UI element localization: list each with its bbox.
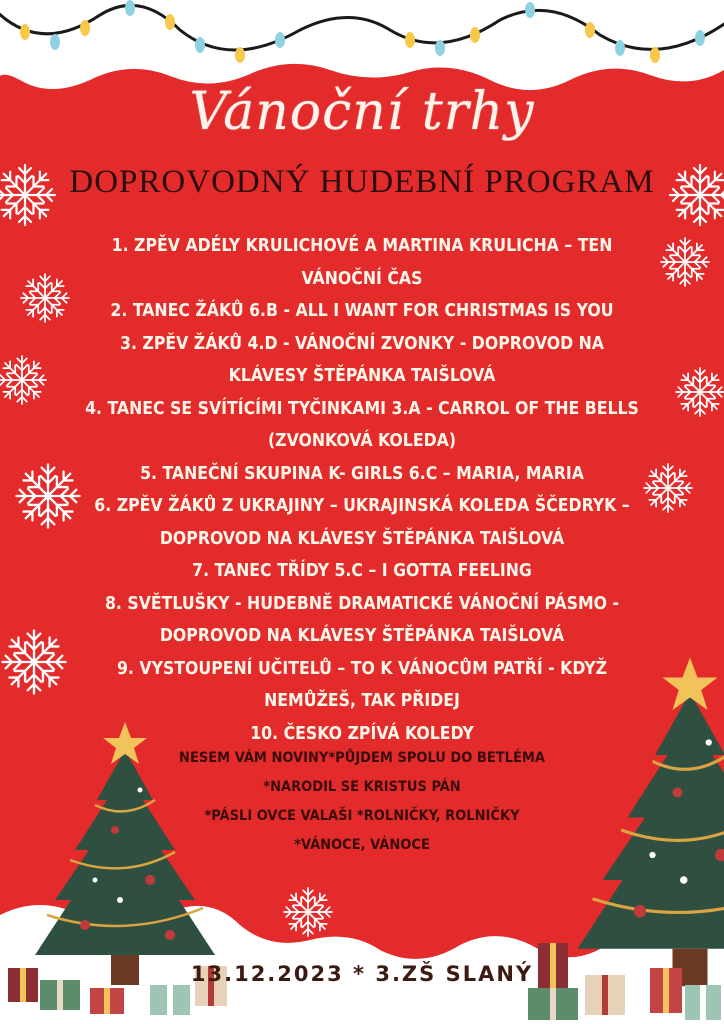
program-item: 5. TANEČNÍ SKUPINA K- GIRLS 6.C – MARIA, MARIA xyxy=(140,463,584,484)
program-item: 3. ZPĚV ŽÁKŮ 4.D - VÁNOČNÍ ZVONKY - DOPROVOD NA KLÁVESY ŠTĚPÁNKA TAIŠLOVÁ xyxy=(120,333,604,386)
snowflake-icon xyxy=(661,238,709,286)
program-item: 8. SVĚTLUŠKY - HUDEBNĚ DRAMATICKÉ VÁNOČNÍ PÁSMO - DOPROVOD NA KLÁVESY ŠTĚPÁNKA TAIŠLOVÁ xyxy=(104,593,620,646)
carol-item: NESEM VÁM NOVINY*PŮJDEM SPOLU DO BETLÉMA xyxy=(179,750,545,766)
snowflake-icon xyxy=(284,888,332,936)
program-list xyxy=(80,230,644,750)
snowflake-icon xyxy=(3,631,66,694)
event-date-location: 13.12.2023 * 3.ZŠ SLANÝ xyxy=(190,962,534,986)
carol-item: *VÁNOCE, VÁNOCE xyxy=(294,837,430,853)
program-item: 4. TANEC SE SVÍTÍCÍMI TYČINKAMI 3.A - CARROL OF THE BELLS (ZVONKOVÁ KOLEDA) xyxy=(85,398,639,451)
carol-item: *PÁSLI OVCE VALAŠI *ROLNIČKY, ROLNIČKY xyxy=(204,808,520,824)
program-item: 1. ZPĚV ADÉLY KRULICHOVÉ A MARTINA KRULICHA – TEN VÁNOČNÍ ČAS xyxy=(111,236,613,289)
snowflake-icon xyxy=(676,368,724,416)
carol-list xyxy=(110,744,614,860)
program-item: 6. ZPĚV ŽÁKŮ Z UKRAJINY – UKRAJINSKÁ KOLEDA ŠČEDRYK – DOPROVOD NA KLÁVESY ŠTĚPÁNKA TAIŠLOVÁ xyxy=(94,496,630,549)
snowflake-icon xyxy=(0,356,46,404)
program-item: 2. TANEC ŽÁKŮ 6.B - ALL I WANT FOR CHRISTMAS IS YOU xyxy=(110,301,614,321)
program-item: 10. ČESKO ZPÍVÁ KOLEDY xyxy=(250,723,474,744)
snowflake-icon xyxy=(644,464,692,512)
page-title: Vánoční trhy xyxy=(189,82,535,142)
page-subtitle: DOPROVODNÝ HUDEBNÍ PROGRAM xyxy=(69,164,655,200)
snowflake-icon xyxy=(21,274,69,322)
carol-item: *NARODIL SE KRISTUS PÁN xyxy=(263,779,461,795)
snowflake-icon xyxy=(17,465,80,528)
program-item: 7. TANEC TŘÍDY 5.C – I GOTTA FEELING xyxy=(192,561,532,581)
program-item: 9. VYSTOUPENÍ UČITELŮ – TO K VÁNOCŮM PATŘÍ - KDYŽ NEMŮŽEŠ, TAK PŘIDEJ xyxy=(116,658,608,711)
